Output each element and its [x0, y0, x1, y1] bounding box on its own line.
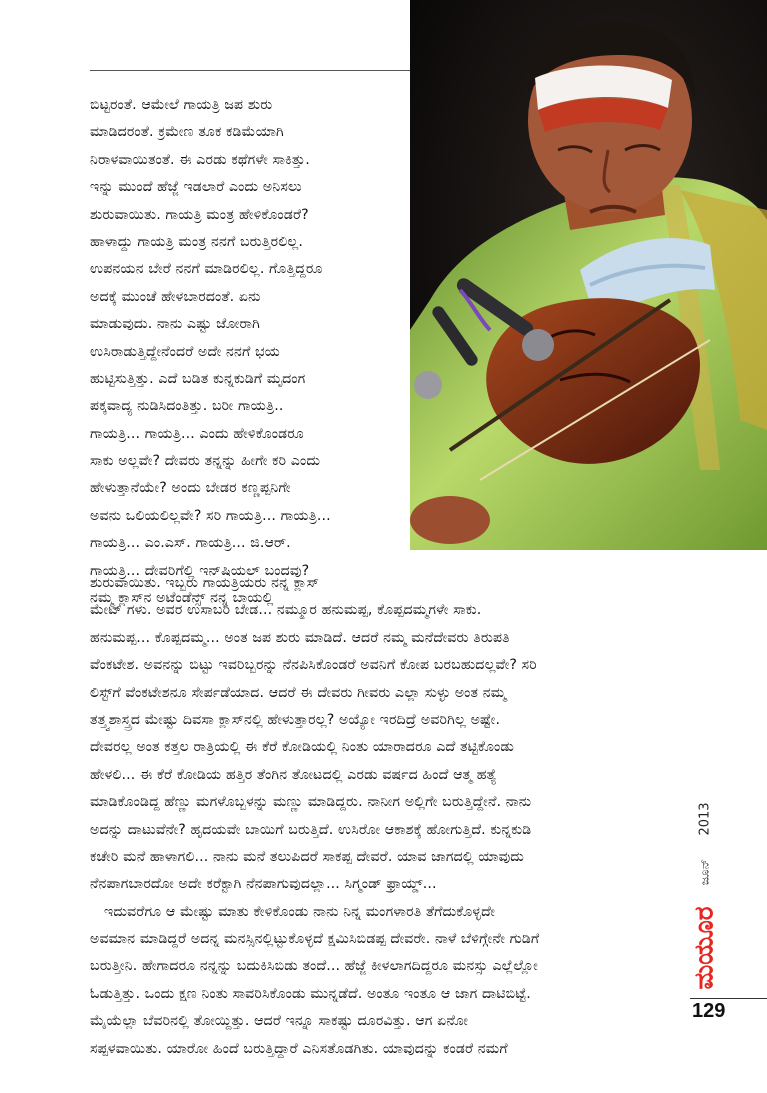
article-line: ಸಾಕು ಅಲ್ಲವೇ? ದೇವರು ತನ್ನನ್ನು ಹೀಗೇ ಕರಿ ಎಂದು [90, 453, 321, 470]
issue-year-text: 2013 [697, 802, 713, 836]
article-line: ನಿರಾಳವಾಯಿತಂತೆ. ಈ ಎರಡು ಕಥೆಗಳೇ ಸಾಕಿತ್ತು. [90, 151, 310, 168]
article-line: ನೆನಪಾಗಬಾರದೋ ಅದೇ ಕರೆಕ್ಟಾಗಿ ನೆನಪಾಗುವುದಲ್ಲಾ... ಸಿಗ್ಮಂಡ್ ಫ್ರಾಯ್ಡ್... [90, 876, 437, 893]
magazine-logo [688, 903, 722, 993]
article-line: ಮಾಡುವುದು. ನಾನು ಎಷ್ಟು ಜೋರಾಗಿ [90, 316, 260, 333]
article-line: ಹಾಳಾದ್ದು ಗಾಯತ್ರಿ ಮಂತ್ರ ನನಗೆ ಬರುತ್ತಿರಲಿಲ್ಲ. [90, 233, 303, 250]
article-line: ಶುರುವಾಯಿತು. ಗಾಯತ್ರಿ ಮಂತ್ರ ಹೇಳಿಕೊಂಡರೆ? [90, 206, 309, 223]
violinist-illustration [410, 0, 767, 550]
issue-month-text: ಜೂನ್ [697, 858, 712, 886]
article-line: ಮಾಡಿದರಂತೆ. ಕ್ರಮೇಣ ತೂಕ ಕಡಿಮೆಯಾಗಿ [90, 124, 284, 141]
article-line: ಮಾಡಿಕೊಂಡಿದ್ದ ಹೆಣ್ಣು ಮಗಳೊಬ್ಬಳನ್ನು ಮಣ್ಣು ಮಾಡಿದ್ದರು. ನಾನೀಗ ಅಲ್ಲಿಗೇ ಬರುತ್ತಿದ್ದೇನೆ. ನಾನು [90, 794, 532, 811]
page-number-divider [690, 998, 767, 999]
article-line: ಲಿಸ್ಟ್‌ಗೆ ವೆಂಕಟೇಶನೂ ಸೇರ್ಪಡೆಯಾದ. ಆದರೆ ಈ ದೇವರು ಗೀವರು ಎಲ್ಲಾ ಸುಳ್ಳು ಅಂತ ನಮ್ಮ [90, 684, 507, 701]
article-line: ಗಾಯತ್ರಿ... ಎಂ.ಎಸ್. ಗಾಯತ್ರಿ... ಜಿ.ಆರ್. [90, 535, 291, 552]
article-line: ಬರುತ್ತೀನಿ. ಹೇಗಾದರೂ ನನ್ನನ್ನು ಬದುಕಿಸಿಬಿಡು ತಂದೆ... ಹೆಜ್ಜೆ ಕೀಳಲಾಗದಿದ್ದರೂ ಮನಸ್ಸು ಎಲ್ಲೆಲ್ಲೋ [90, 958, 538, 975]
article-line: ಅವಮಾನ ಮಾಡಿದ್ದರೆ ಅದನ್ನ ಮನಸ್ಸಿನಲ್ಲಿಟ್ಟುಕೊಳ್ಳದೆ ಕ್ಷಮಿಸಿಬಿಡಪ್ಪ ದೇವರೇ. ನಾಳೆ ಬೆಳಿಗ್ಗೇನೇ ಗುಡಿಗೆ [90, 931, 540, 948]
article-line: ಮೈಯೆಲ್ಲಾ ಬೆವರಿನಲ್ಲಿ ತೋಯ್ದಿತ್ತು. ಆದರೆ ಇನ್ನೂ ಸಾಕಷ್ಟು ದೂರವಿತ್ತು. ಆಗ ಏನೋ [90, 1013, 469, 1030]
article-line: ಅವನು ಒಲಿಯಲಿಲ್ಲವೇ? ಸರಿ ಗಾಯತ್ರಿ... ಗಾಯತ್ರಿ... [90, 507, 331, 524]
article-line: ಉಪನಯನ ಬೇರೆ ನನಗೆ ಮಾಡಿರಲಿಲ್ಲ. ಗೊತ್ತಿದ್ದರೂ [90, 261, 323, 278]
issue-month [690, 847, 720, 897]
article-line: ಪಕ್ಕವಾದ್ಯ ನುಡಿಸಿದಂತಿತ್ತು. ಬರೀ ಗಾಯತ್ರಿ.. [90, 398, 284, 415]
article-paragraph-start: ಇದುವರೆಗೂ ಆ ಮೇಷ್ಟು ಮಾತು ಕೇಳಿಕೊಂಡು ನಾನು ನಿನ್ನ ಮಂಗಳಾರತಿ ತೆಗೆದುಕೊಳ್ಳದೇ [104, 903, 496, 920]
violinist-photo [410, 0, 767, 550]
article-line: ಹುಟ್ಟಿಸುತ್ತಿತ್ತು. ಎದೆ ಬಡಿತ ಕುನ್ನಕುಡಿಗೆ ಮೃದಂಗ [90, 370, 306, 387]
article-line: ಹೇಳುತ್ತಾನೆಯೇ? ಅಂದು ಬೇಡರ ಕಣ್ಣಪ್ಪನಿಗೇ [90, 480, 291, 497]
top-divider [90, 70, 410, 71]
article-line: ವೆಂಕಟೇಶ. ಅವನನ್ನು ಬಿಟ್ಟು ಇವರಿಬ್ಬರನ್ನು ನೆನಪಿಸಿಕೊಂಡರೆ ಅವನಿಗೆ ಕೋಪ ಬರಬಹುದಲ್ಲವೇ? ಸರಿ [90, 657, 537, 674]
article-line: ಇನ್ನು ಮುಂದೆ ಹೆಜ್ಜೆ ಇಡಲಾರೆ ಎಂದು ಅನಿಸಲು [90, 179, 302, 196]
article-line: ಮೇಟ್ ಗಳು. ಅವರ ಉಸಾಬರಿ ಬೇಡ... ನಮ್ಮೂರ ಹನುಮಪ್ಪ, ಕೊಪ್ಪದಮ್ಮಗಳೇ ಸಾಕು. [90, 602, 482, 619]
article-line: ದೇವರಲ್ಲ ಅಂತ ಕತ್ತಲ ರಾತ್ರಿಯಲ್ಲಿ ಈ ಕೆರೆ ಕೋಡಿಯಲ್ಲಿ ನಿಂತು ಯಾರಾದರೂ ಎದೆ ತಟ್ಟಿಕೊಂಡು [90, 739, 515, 756]
magazine-sidebar [690, 795, 720, 1000]
article-line: ಕಚೇರಿ ಮನೆ ಹಾಳಾಗಲಿ... ನಾನು ಮನೆ ತಲುಪಿದರೆ ಸಾಕಪ್ಪ ದೇವರೆ. ಯಾವ ಜಾಗದಲ್ಲಿ ಯಾವುದು [90, 848, 525, 865]
article-line: ಸಪ್ಪಳವಾಯಿತು. ಯಾರೋ ಹಿಂದೆ ಬರುತ್ತಿದ್ದಾರೆ ಎನಿಸತೊಡಗಿತು. ಯಾವುದನ್ನು ಕಂಡರೆ ನಮಗೆ [90, 1040, 508, 1057]
article-line: ಅದನ್ನು ದಾಟುವೆನೇ? ಹೃದಯವೇ ಬಾಯಿಗೆ ಬರುತ್ತಿದೆ. ಉಸಿರೋ ಆಕಾಶಕ್ಕೆ ಹೋಗುತ್ತಿದೆ. ಕುನ್ನಕುಡಿ [90, 821, 532, 838]
article-line: ಉಸಿರಾಡುತ್ತಿದ್ದೇನೆಂದರೆ ಅದೇ ನನಗೆ ಭಯ [90, 343, 281, 360]
article-line: ಹನುಮಪ್ಪ... ಕೊಪ್ಪದಮ್ಮ... ಅಂತ ಜಪ ಶುರು ಮಾಡಿದೆ. ಆದರೆ ನಮ್ಮ ಮನೆದೇವರು ತಿರುಪತಿ [90, 629, 510, 646]
issue-year [690, 795, 720, 843]
article-line: ಶುರುವಾಯಿತು. ಇಬ್ಬರು ಗಾಯತ್ರಿಯರು ನನ್ನ ಕ್ಲಾಸ್ [90, 575, 320, 591]
article-line: ಗಾಯತ್ರಿ... ದೇವರಿಗೆಲ್ಲಿ ಇನ್‌ಷಿಯಲ್ ಬಂದವು? [90, 562, 310, 579]
article-line: ಅದಕ್ಕೆ ಮುಂಚೆ ಹೇಳಬಾರದಂತೆ. ಏನು [90, 288, 261, 305]
article-line: ಗಾಯತ್ರಿ... ಗಾಯತ್ರಿ... ಎಂದು ಹೇಳಿಕೊಂಡರೂ [90, 425, 304, 442]
article-line: ಬಿಟ್ಟರಂತೆ. ಆಮೇಲೆ ಗಾಯತ್ರಿ ಜಪ ಶುರು [90, 97, 273, 113]
article-text-wide [90, 570, 685, 1063]
page-number: 129 [692, 1000, 726, 1022]
article-line: ಹೇಳಲಿ... ಈ ಕೆರೆ ಕೋಡಿಯ ಹತ್ತಿರ ತೆಂಗಿನ ತೋಟದಲ್ಲಿ ಎರಡು ವರ್ಷದ ಹಿಂದೆ ಆತ್ಮ ಹತ್ಯೆ [90, 766, 497, 783]
magazine-logo-text: ಮಯೂರ [689, 906, 720, 990]
article-line: ತತ್ತ್ವಶಾಸ್ತ್ರದ ಮೇಷ್ಟು ದಿವಸಾ ಕ್ಲಾಸ್‌ನಲ್ಲಿ ಹೇಳುತ್ತಾರಲ್ಲ? ಅಯ್ಯೋ ಇರದಿದ್ರೆ ಅವರಿಗಿಲ್ಲ ಅಷ್ಟೇ. [90, 711, 501, 728]
article-line: ಓಡುತ್ತಿತ್ತು. ಒಂದು ಕ್ಷಣ ನಿಂತು ಸಾವರಿಸಿಕೊಂಡು ಮುನ್ನಡೆದೆ. ಅಂತೂ ಇಂತೂ ಆ ಜಾಗ ದಾಟಿಬಿಟ್ಟೆ. [90, 985, 531, 1002]
article-text-narrow [90, 92, 408, 612]
article-line: ನಮ್ಮ ಕ್ಲಾಸ್‌ನ ಅಟೆಂಡೆನ್ಸ್ ನನ್ನ ಬಾಯಲ್ಲಿ [90, 590, 274, 607]
